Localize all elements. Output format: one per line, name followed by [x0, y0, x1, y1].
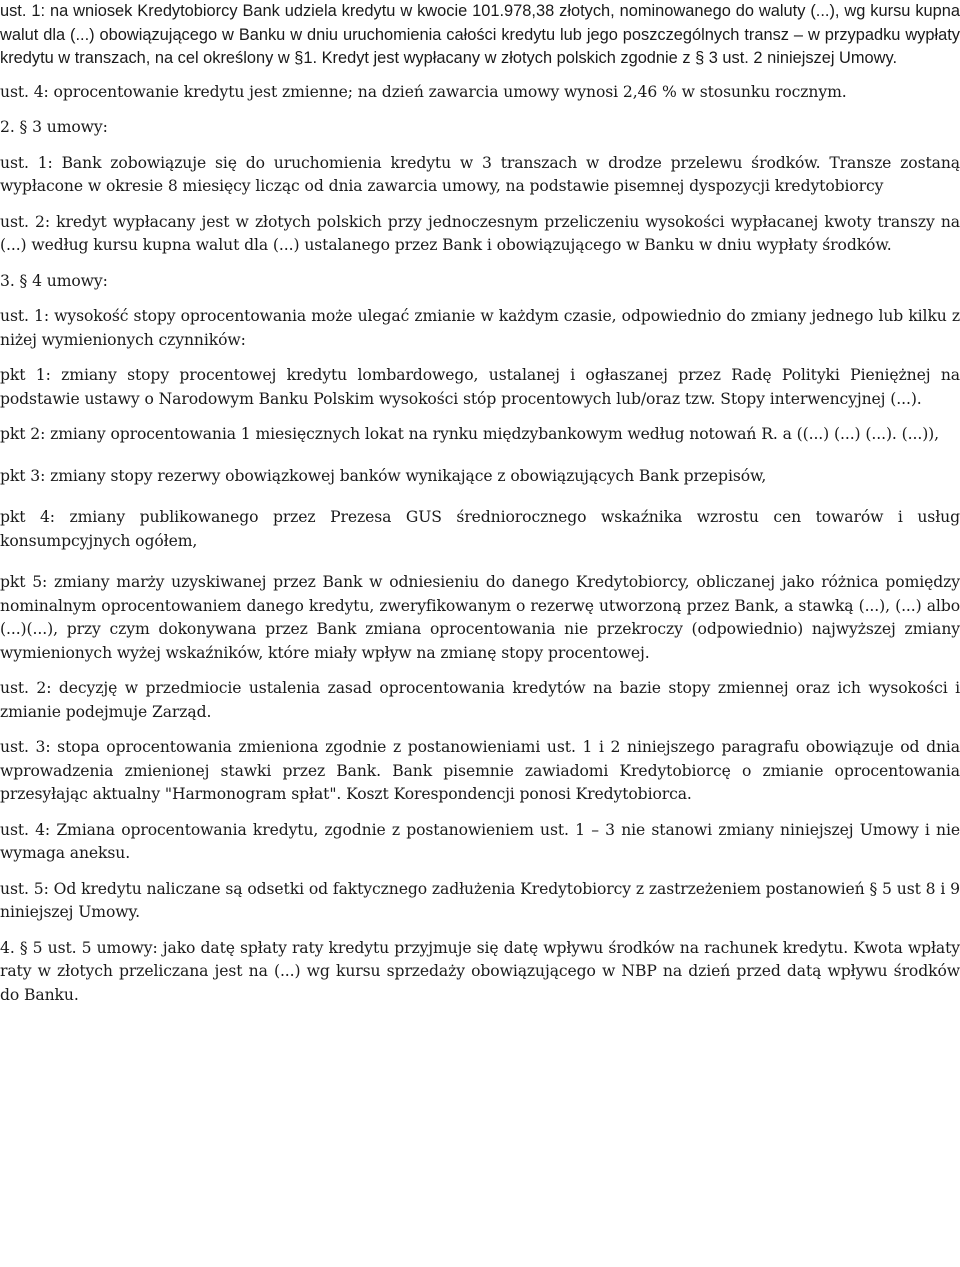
paragraph-par-4-ust-5: ust. 5: Od kredytu naliczane są odsetki od faktycznego zadłużenia Kredytobiorcy z zastrzeżeniem postanowień § 5 ust 8 i 9 niniejszej Umowy.	[0, 879, 960, 921]
paragraph-par-3-ust-2: ust. 2: kredyt wypłacany jest w złotych polskich przy jednoczesnym przeliczeniu wysokości wypłacanej kwoty transzy na (...) według kursu kupna walut dla (...) ustalanego przez Bank i obowiązującego w Banku w dniu wypłaty środków.	[0, 212, 960, 254]
paragraph-par-4-ust-1: ust. 1: wysokość stopy oprocentowania może ulegać zmianie w każdym czasie, odpowiednio do zmiany jednego lub kilku z niżej wymienionych czynników:	[0, 307, 960, 349]
paragraph-par-4-ust-2: ust. 2: decyzję w przedmiocie ustalenia zasad oprocentowania kredytów na bazie stopy zmiennej oraz ich wysokości i zmianie podejmuje Zarząd.	[0, 679, 960, 721]
paragraph-par-3-ust-1: ust. 1: Bank zobowiązuje się do uruchomienia kredytu w 3 transzach w drodze przelewu środków. Transze zostaną wypłacone w okresie 8 miesięcy licząc od dnia zawarcia umowy, na podstawie pisemnej dyspozycji kredytobiorcy	[0, 153, 960, 195]
paragraph-pkt-5: pkt 5: zmiany marży uzyskiwanej przez Bank w odniesieniu do danego Kredytobiorcy, obliczanej jako różnica pomiędzy nominalnym oprocentowaniem danego kredytu, zweryfikowanym o rezerwę utworzoną przez Bank, a stawką (...), (...) albo (...)(...), przy czym dokonywana przez Bank zmiana oprocentowania nie przekroczy (odpowiednio) najwyższej zmiany wymienionych wyżej wskaźników, które miały wpływ na zmianę stopy procentowej.	[0, 573, 960, 662]
section-heading-par-4: 3. § 4 umowy:	[0, 271, 108, 290]
paragraph-pkt-2: pkt 2: zmiany oprocentowania 1 miesięcznych lokat na rynku międzybankowym według notowań R. a ((...) (...) (...). (...)),	[0, 425, 940, 443]
paragraph-ust-1-kwota-kredytu: ust. 1: na wniosek Kredytobiorcy Bank udziela kredytu w kwocie 101.978,38 złotych, nominowanego do waluty (...), wg kursu kupna walut dla (...) obowiązującego w Banku w dniu uruchomienia całości kredytu lub jego poszczególnych transz – w przypadku wypłaty kredytu w transzach, na cel określony w §1. Kredyt jest wypłacany w złotych polskich zgodnie z § 3 ust. 2 niniejszej Umowy.	[0, 2, 960, 67]
paragraph-pkt-4: pkt 4: zmiany publikowanego przez Prezesa GUS średniorocznego wskaźnika wzrostu cen towarów i usług konsumpcyjnych ogółem,	[0, 508, 960, 550]
paragraph-par-5-ust-5: 4. § 5 ust. 5 umowy: jako datę spłaty raty kredytu przyjmuje się datę wpływu środków na rachunek kredytu. Kwota wpłaty raty w złotych przeliczana jest na (...) wg kursu sprzedaży obowiązującego w NBP na dzień przed datą wpływu środków do Banku.	[0, 938, 960, 1004]
paragraph-pkt-1: pkt 1: zmiany stopy procentowej kredytu lombardowego, ustalanej i ogłaszanej przez Radę Polityki Pieniężnej na podstawie ustawy o Narodowym Banku Polskim wysokości stóp procentowych lub/oraz tzw. Stopy interwencyjnej (...).	[0, 366, 960, 408]
paragraph-pkt-3: pkt 3: zmiany stopy rezerwy obowiązkowej banków wynikające z obowiązujących Bank przepisów,	[0, 466, 767, 485]
paragraph-par-4-ust-3: ust. 3: stopa oprocentowania zmieniona zgodnie z postanowieniami ust. 1 i 2 niniejszego paragrafu obowiązuje od dnia wprowadzenia zmienionej stawki przez Bank. Bank pisemnie zawiadomi Kredytobiorcę o zmianie oprocentowania przesyłając aktualny "Harmonogram spłat". Koszt Korespondencji ponosi Kredytobiorca.	[0, 738, 960, 803]
paragraph-par-4-ust-4: ust. 4: Zmiana oprocentowania kredytu, zgodnie z postanowieniem ust. 1 – 3 nie stanowi zmiany niniejszej Umowy i nie wymaga aneksu.	[0, 820, 960, 862]
section-heading-par-3: 2. § 3 umowy:	[0, 118, 108, 136]
paragraph-ust-4-oprocentowanie: ust. 4: oprocentowanie kredytu jest zmienne; na dzień zawarcia umowy wynosi 2,46 % w stosunku rocznym.	[0, 82, 847, 101]
